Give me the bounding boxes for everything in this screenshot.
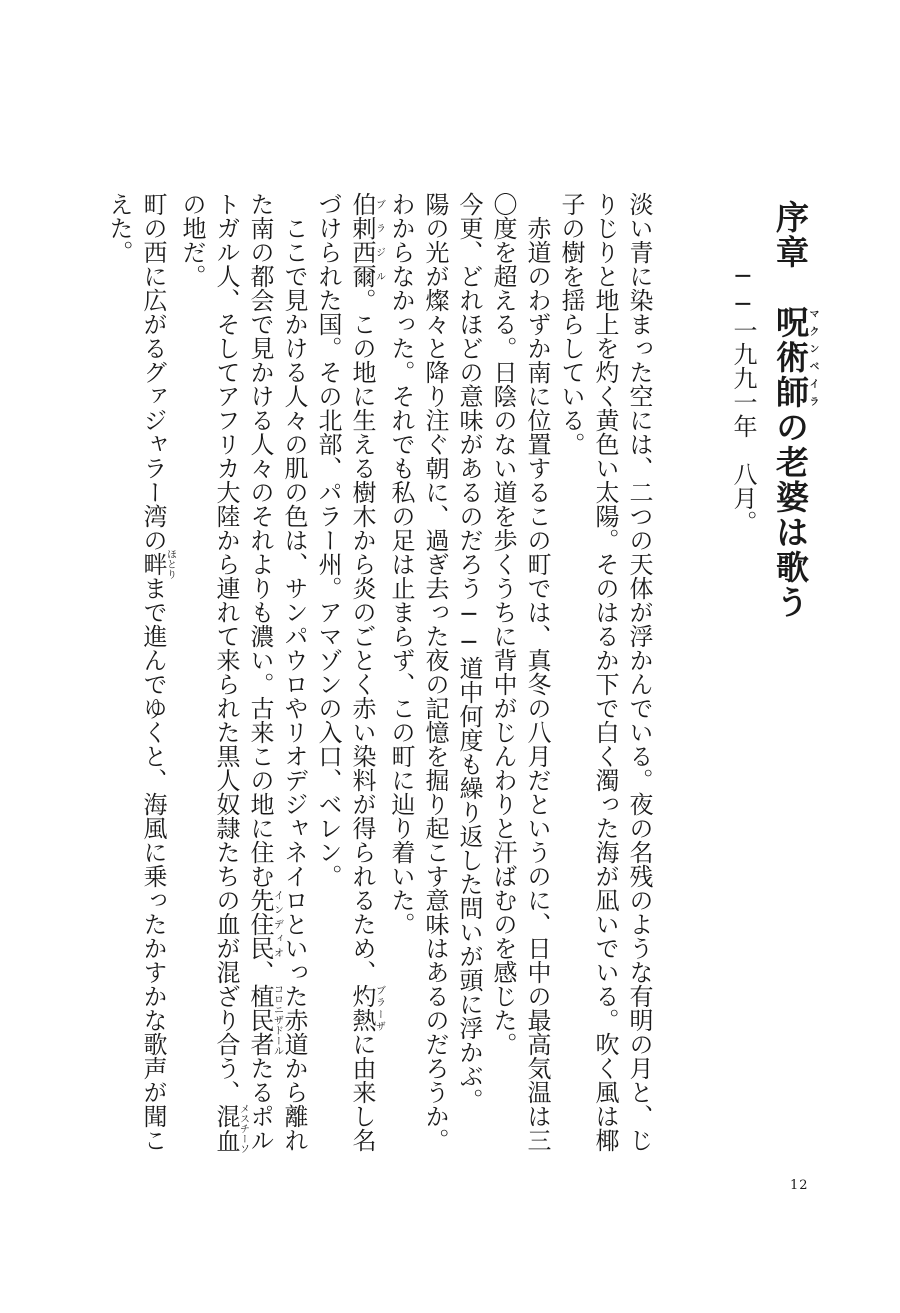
ruby-indio xyxy=(246,888,283,960)
ruby-hotori-reading: ほとり xyxy=(164,549,176,579)
ruby-mestico-base: 混血 xyxy=(212,1103,240,1154)
ruby-brazil-reading: ブラジル xyxy=(373,192,385,288)
paragraph-7-text-1: 町の西に広がるグァジャラー湾の xyxy=(139,192,167,552)
paragraph-6 xyxy=(175,192,311,1172)
paragraph-5-text-2: に由来し名づけられた国。その北部、パラー州。アマゾンの入口、ベレン。 xyxy=(314,192,376,1152)
paragraph-7-text-2: まで進んでゆくと、海風に乗ったかすかな歌声が聞こえた。 xyxy=(105,192,167,1152)
paragraph-4: 陽の光が燦々と降り注ぐ朝に、過ぎ去った夜の記憶を掘り起こす意味はあるのだろうか。わからなかった。それでも私の足は止まらず、この町に辿り着いた。 xyxy=(387,192,449,1152)
vertical-text-block xyxy=(105,192,820,1172)
ruby-mestico xyxy=(212,1103,249,1154)
ruby-braza xyxy=(348,984,385,1032)
paragraph-3: 今更、どれほどの意味があるのだろう──道中何度も繰り返した問いが頭に浮かぶ。 xyxy=(455,192,483,1112)
ruby-mestico-reading: メスチーソ xyxy=(237,1103,249,1154)
ruby-indio-base: 先住民 xyxy=(246,888,274,960)
ruby-hotori-base: 畔 xyxy=(139,549,167,579)
ruby-braza-reading: ブラーザ xyxy=(373,984,385,1032)
page-number: 12 xyxy=(790,1178,809,1193)
ruby-colonizador-reading: コロニザドール xyxy=(271,984,283,1056)
title-ruby xyxy=(771,305,818,410)
ruby-hotori xyxy=(139,549,176,579)
paragraph-6-text-3: たるポルトガル人、そしてアフリカ大陸から連れて来られた黒人奴隷たちの血が混ざり合う、 xyxy=(212,192,274,1152)
ruby-colonizador xyxy=(246,984,283,1056)
paragraph-7 xyxy=(102,192,175,1172)
ruby-indio-reading: インディオ xyxy=(271,888,283,960)
paragraph-2: 赤道のわずか南に位置するこの町では、真冬の八月だというのに、日中の最高気温は三〇度を超える。日陰のない道を歩くうちに背中がじんわりと汗ばむのを感じた。 xyxy=(489,192,551,1152)
paragraph-5-text-1: 。この地に生える樹木から炎のごとく赤い染料が得られるため、 xyxy=(348,288,376,984)
title-ruby-reading: マクンベイラ xyxy=(807,305,818,410)
paragraph-6-text-4: の地だ。 xyxy=(178,192,206,288)
paragraph-6-text-2: 、 xyxy=(246,960,274,984)
column-spacer xyxy=(656,192,688,1172)
ruby-brazil xyxy=(348,192,385,288)
paragraph-1: 淡い青に染まった空には、二つの天体が浮かんでいる。夜の名残のような有明の月と、じりじりと地上を灼く黄色い太陽。そのはるか下で白く濁った海が凪いでいる。吹く風は椰子の樹を揺らしている。 xyxy=(557,192,653,1152)
ruby-brazil-base: 伯剌西爾 xyxy=(348,192,376,288)
title-suffix: の老婆は歌う xyxy=(771,410,810,620)
ruby-colonizador-base: 植民者 xyxy=(246,984,274,1056)
title-prefix: 序章 xyxy=(771,200,810,305)
ruby-braza-base: 灼熱 xyxy=(348,984,376,1032)
chapter-title xyxy=(760,192,820,1172)
paragraph-6-text-1: ここで見かける人々の肌の色は、サンパウロやリオデジャネイロといった赤道から離れた南の都会で見かける人々のそれよりも濃い。古来この地に住む xyxy=(246,192,308,1152)
paragraph-5 xyxy=(311,192,384,1172)
date-line: ──一九九一年 八月。 xyxy=(729,262,757,534)
title-ruby-base: 呪術師 xyxy=(771,305,810,410)
